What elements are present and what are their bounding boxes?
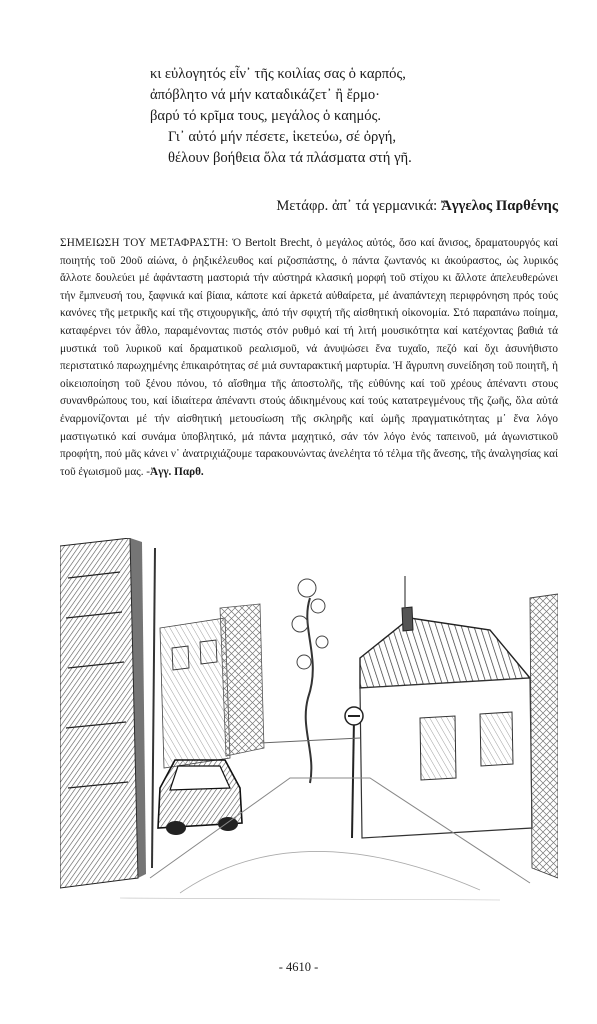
poem-line: κι εὐλογητός εἶν᾿ τῆς κοιλίας σας ὁ καρπός, <box>150 66 406 82</box>
pencil-sketch-icon <box>60 538 558 908</box>
note-signature: Ἀγγ. Παρθ. <box>150 465 204 478</box>
translator-name: Ἄγγελος Παρθένης <box>440 198 558 214</box>
street-sketch-illustration <box>60 538 558 908</box>
page-number: - 4610 - <box>278 960 319 974</box>
poem-line: ἀπόβλητο νά μήν καταδικάζετ᾿ ἢ ἔρμο· <box>150 87 380 103</box>
poem-stanza <box>150 64 450 169</box>
note-label: ΣΗΜΕΙΩΣΗ ΤΟΥ ΜΕΤΑΦΡΑΣΤΗ: <box>60 237 229 249</box>
poem-line: Γι᾿ αὐτό μήν πέσετε, ἱκετεύω, σέ ὀργή, <box>168 129 397 145</box>
translator-credit <box>150 196 558 216</box>
credit-prefix: Μετάφρ. ἀπ᾿ τά γερμανικά: <box>276 198 441 214</box>
translator-note <box>60 235 558 481</box>
poem-line: βαρύ τό κρῖμα τους, μεγάλος ὁ καημός. <box>150 108 382 124</box>
note-body: Ὁ Bertolt Brecht, ὁ μεγάλος αὐτός, ὅσο καί ἄνισος, δραματουργός καί ποιητής τοῦ 20οῦ αἰώνα, ὁ ῥηξικέλευθος καί ριζοσπάστης, ὁ πάντα ζωντανός κι ἀκούραστος, ὡς λυρικός ἄλλοτε δουλεύει μέ ἀφάνταστη μαστοριά τήν αὐστηρά κλασική μορφή τοῦ στίχου κι ἄλλοτε ἀπελευθερώνει τήν ἔμπνευσή του, ξαφνικά καί βίαια, κάποτε καί ἀρκετά αὐθαίρετα, μέ ἀναπάντεχη περιφρόνηση πρός τούς κανόνες τῆς μετρικῆς καί τῆς στιχουργικῆς, ἀπό τήν σφιχτή τῆς αἰσθητική οἰκονομία. Στό παραπάνω ποίημα, καταφέρνει τόν ἆθλο, παραμένοντας πιστός στόν ρυθμό καί τή λιτή μουσικότητα καί κατέχοντας βαθιά τά μυστικά τοῦ λυρικοῦ καί δραματικοῦ ρεαλισμοῦ, νά ἀνυψώσει ἕνα τυχαῖο, πεζό καί ὄχι ἀσυνήθιστο περιστατικό παρωχημένης ἐπικαιρότητας σέ μιά συνταρακτική μαρτυρία. Ἡ ἄγρυπνη συνείδηση τοῦ ποιητῆ, ἡ οἰκειοποίηση τοῦ ξένου πόνου, τό αἴσθημα τῆς ἀποστολῆς, τῆς εὐθύνης καί τοῦ χρέους ἀπέναντι στους συνανθρώπους του, καί ἰδιαίτερα ἀπέναντι στούς ἀδικημένους καί τούς κατατρεγμένους τῆς ζωῆς, ὅλα αὐτά ἐναρμονίζονται μέ τήν αἰσθητική μετουσίωση τῆς σκληρῆς καί ὠμῆς πραγματικότητας μ᾿ ἕνα λόγο μαστιγωτικό καί συνάμα ὑποβλητικό, μά πάντα μαχητικό, σάν τόν λόγο ἑνός ταπεινοῦ, μά ἀγωνιστικοῦ προφήτη, πού μᾶς κάνει ν᾿ ἀνατριχιάζουμε ταρακουνώντας ἀνελέητα τό τέλμα τῆς ἄνεσης, τῆς ἀναλγησίας καί τοῦ ἐγωισμοῦ μας. - <box>60 237 559 478</box>
poem-line: θέλουν βοήθεια ὅλα τά πλάσματα στή γῆ. <box>168 150 412 166</box>
